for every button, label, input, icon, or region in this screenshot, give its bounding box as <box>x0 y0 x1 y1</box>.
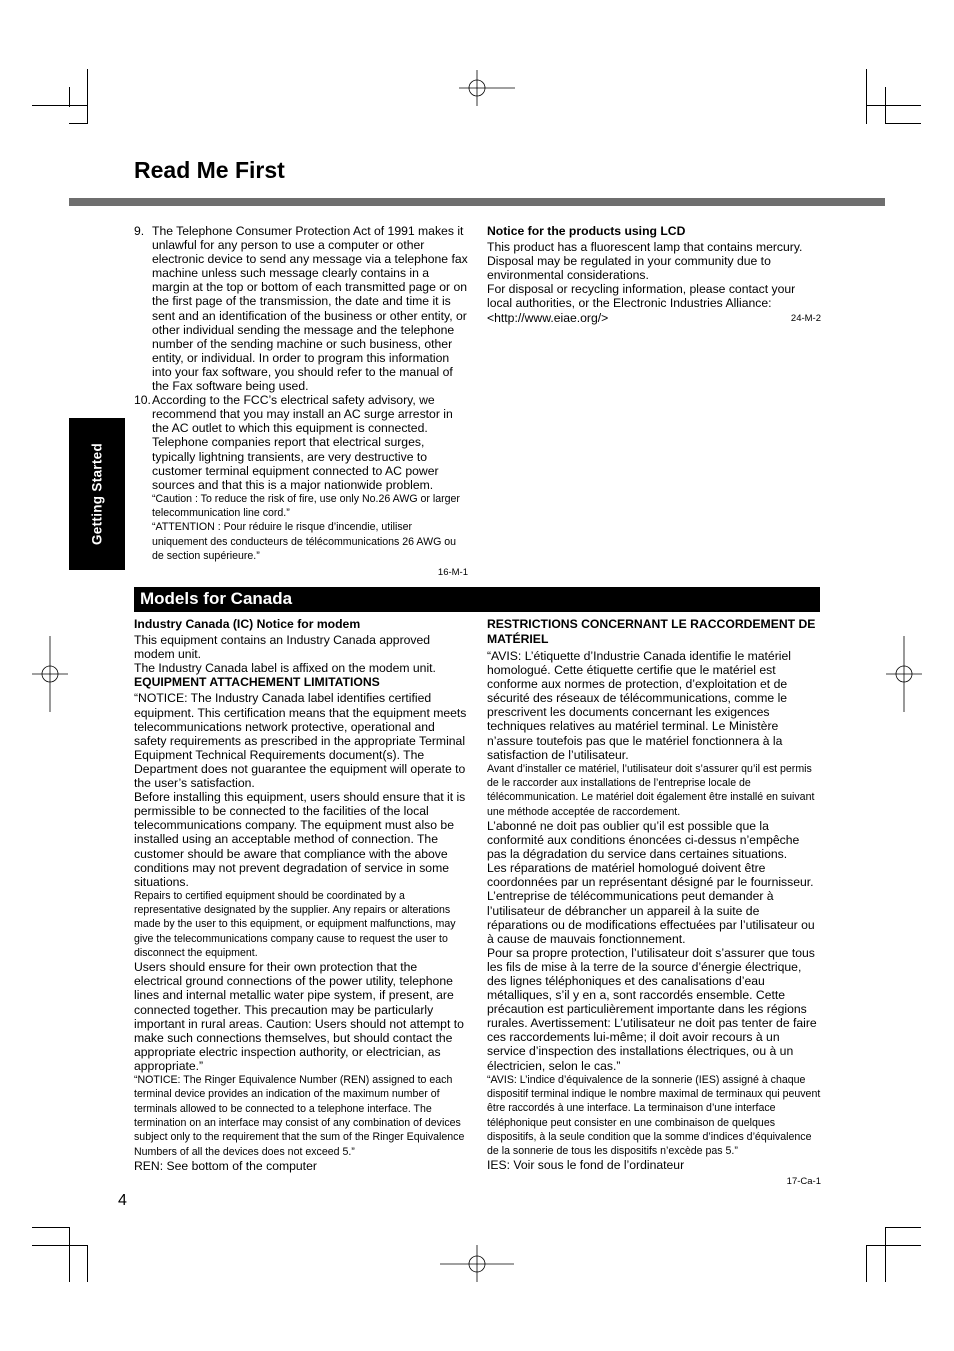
side-tab-label: Getting Started <box>89 442 105 546</box>
users-paragraph: Users should ensure for their own protection that the electrical ground connections of the power utility, telephone lines and internal metallic water pipe system, if present, are connected together. This precaution may be particularly important in rural areas. Caution: Users should not attempt to make such connections themselves, but should contact the appropriate electric inspection authority, or electrician, as appropriate.” <box>134 960 464 1073</box>
ren-notice-paragraph: “NOTICE: The Ringer Equivalence Number (REN) assigned to each terminal device provides an indication of the maximum number of terminals allowed to be connected to a telephone interface. The termination on an interface may consist of any combination of devices subject only to the requirement that the sum of the Ringer Equivalence Numbers of all the devices does not exceed 5.” <box>134 1074 465 1158</box>
list-item <box>134 224 468 393</box>
ic-paragraph-1: This equipment contains an Industry Canada approved modem unit. <box>134 633 431 662</box>
notice-paragraph: “NOTICE: The Industry Canada label identifies certified equipment. This certification means that the equipment meets telecommunications network protective, operational and safety requirements as prescribed in the appropriate Terminal Equipment Technical Requirements document(s). The Department does not guarantee the equipment will operate to the user’s satisfaction. <box>134 691 467 791</box>
canada-english-notice <box>134 617 468 1173</box>
avant-paragraph: Avant d’installer ce matériel, l’utilisateur doit s’assurer qu’il est permis de le raccorder aux installations de l’entreprise locale de télécommunication. Le matériel doit également être installé en suivant une méthode acceptée de raccordement. <box>487 762 815 818</box>
list-number: 10. <box>134 393 151 408</box>
protection-paragraph: Pour sa propre protection, l’utilisateur doit s’assurer que tous les fils de mise à la terre de la source d’énergie électrique, des lignes téléphoniques et des canalisations d’eau métalliques, s’il y en a, sont raccordés ensemble. Cette précaution est particulièrement importante dans les régions rurales. Avertissement: L’utilisateur ne doit pas tenter de faire ces raccordements lui-même; il doit avoir recours à un service d’inspection des installations électriques, ou à un électricien, selon le cas.” <box>487 945 817 1073</box>
abonne-paragraph: L’abonné ne doit pas oublier qu’il est possible que la conformité aux conditions énoncées ci-dessus n’empêche pas la dégradation du service dans certaines situations. <box>487 818 800 862</box>
ren-paragraph: REN: See bottom of the computer <box>134 1158 317 1173</box>
section-title: Models for Canada <box>140 589 293 608</box>
fcc-item-9: The Telephone Consumer Protection Act of 1991 makes it unlawful for any person to use a computer or other electronic device to send any message via a telephone fax machine unless such message clearly contains in a margin at the top or bottom of each transmitted page or on the first page of the transmission, the date and time it is sent and an identification of the business or other entity, or other individual sending the message and the telephone number of the sending machine or such business, other entity, or individual. In order to program this information into your fax software, you should refer to the manual of the Fax software being used. <box>152 224 468 394</box>
reference-code: 24-M-2 <box>790 312 821 324</box>
before-paragraph: Before installing this equipment, users should ensure that it is permissible to be connected to the facilities of the local telecommunications company. The equipment must also be installed using an acceptable method of connection. The customer should be aware that compliance with the above conditions may not prevent degradation of service in some situations. <box>134 790 466 889</box>
lcd-heading: Notice for the products using LCD <box>487 224 686 238</box>
avis-paragraph-1: “AVIS: L’étiquette d’Industrie Canada identifie le matériel homologué. Cette étiquette certifie que le matériel est conforme aux normes de protection, d’exploitation et de sécurité des réseaux de télécommunications, comme le prescrivent les documents concernant les exigences techniques relatives au matériel terminal. Le Ministère n’assure toutefois pas que le matériel fonctionnera à la satisfaction de l’utilisateur. <box>487 649 791 762</box>
registration-mark-right <box>886 636 922 712</box>
eiae-link[interactable]: <http://www.eiae.org/> <box>487 310 609 325</box>
attention-text: “ATTENTION : Pour réduire le risque d’incendie, utiliser uniquement des conducteurs de télécommunications 26 AWG ou de section supérieure.” <box>152 521 457 562</box>
lcd-paragraph-1: This product has a fluorescent lamp that contains mercury. Disposal may be regulated in your community due to environmental considerations. <box>487 240 803 283</box>
reparations-paragraph: Les réparations de matériel homologué doivent être coordonnées par un représentant désigné par le fournisseur. L’entreprise de télécommunications peut demander à l’utilisateur de débrancher un appareil à la suite de réparations ou de modifications effectuées par l’utilisateur ou à cause de mauvais fonctionnement. <box>487 861 815 946</box>
registration-mark-top <box>459 70 515 106</box>
lcd-paragraph-2: For disposal or recycling information, please contact your local authorities, or the Electronic Industries Alliance: <box>487 282 796 311</box>
repairs-paragraph: Repairs to certified equipment should be coordinated by a representative designated by the supplier. Any repairs or alterations made by the user to this equipment, or equipment malfunctions, may give the telecommunications company cause to request the user to disconnect the equipment. <box>134 889 456 959</box>
list-item <box>134 393 468 563</box>
reference-code: 17-Ca-1 <box>786 1175 821 1187</box>
reference-code: 16-M-1 <box>437 567 468 579</box>
page-number: 4 <box>118 1192 127 1209</box>
side-tab <box>69 418 125 570</box>
avis-paragraph-2: “AVIS: L’indice d’équivalence de la sonnerie (IES) assigné à chaque dispositif terminal indique le nombre maximal de terminaux qui peuvent être raccordés à une interface. La terminaison d’une interface téléphonique peut consister en une combinaison de quelques dispositifs, à la seule condition que la somme d’indices d’équivalence de la sonnerie de tous les dispositifs n’excède pas 5.” <box>487 1073 821 1158</box>
registration-mark-bottom <box>440 1245 514 1282</box>
section-header <box>134 587 820 612</box>
limitations-heading: EQUIPMENT ATTACHEMENT LIMITATIONS <box>134 675 380 690</box>
restrictions-heading: RESTRICTIONS CONCERNANT LE RACCORDEMENT DE MATÉRIEL <box>487 617 816 646</box>
registration-mark-left <box>32 636 68 712</box>
ic-paragraph-2: The Industry Canada label is affixed on the modem unit. <box>134 661 436 676</box>
ic-heading: Industry Canada (IC) Notice for modem <box>134 617 361 631</box>
header-rule <box>69 198 885 206</box>
page-title: Read Me First <box>134 157 285 183</box>
lcd-notice <box>487 224 821 325</box>
ies-paragraph: IES: Voir sous le fond de l’ordinateur <box>487 1158 685 1173</box>
caution-text: “Caution : To reduce the risk of fire, use only No.26 AWG or larger telecommunication line cord.” <box>152 492 460 520</box>
list-number: 9. <box>134 224 145 238</box>
fcc-item-10: According to the FCC’s electrical safety advisory, we recommend that you may install an AC surge arrestor in the AC outlet to which this equipment is connected. Telephone companies report that electrical surges, typically lightning transients, are very destructive to customer terminal equipment connected to AC power sources and that this is a major nationwide problem. <box>152 393 453 492</box>
fcc-notice <box>134 224 468 580</box>
canada-french-notice <box>487 617 821 1189</box>
